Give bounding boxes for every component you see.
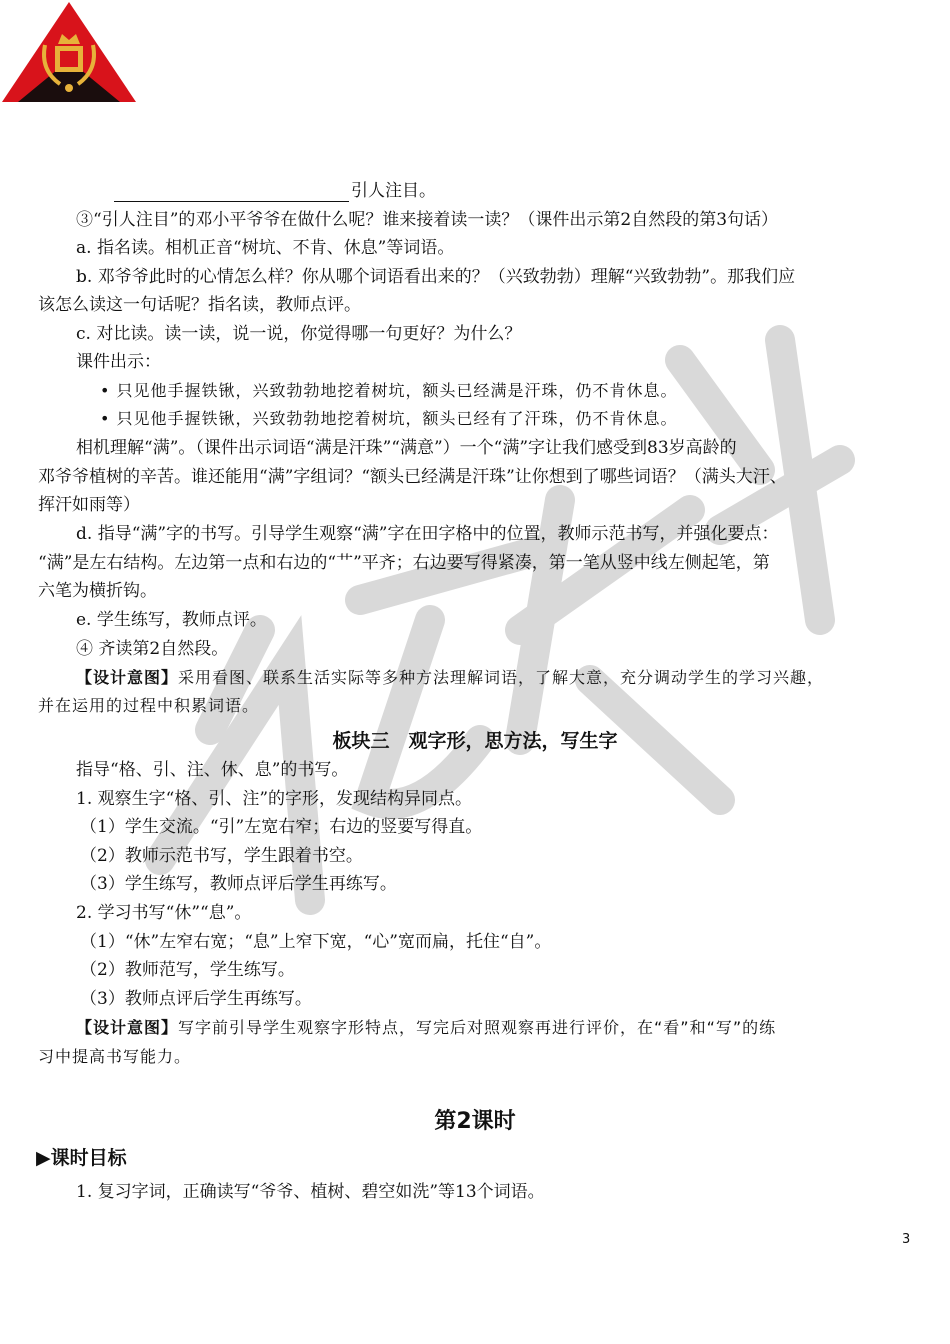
text-line: 挥汗如雨等）: [38, 495, 140, 515]
text-line: 1. 观察生字“格、引、注”的字形，发现结构异同点。: [76, 789, 473, 809]
lesson-heading: 第2课时: [434, 1109, 516, 1134]
text-line: （3）教师点评后学生再练写。: [80, 989, 312, 1009]
text-line: （3）学生练写，教师点评后学生再练写。: [80, 874, 397, 894]
text-line: （1）学生交流。“引”左宽右窄；右边的竖要写得直。: [80, 817, 483, 837]
text-line: b. 邓爷爷此时的心情怎么样？你从哪个词语看出来的？（兴致勃勃）理解“兴致勃勃”。那我们应: [76, 267, 796, 287]
design-intent-label: 【设计意图】: [76, 668, 179, 687]
text-line: e. 学生练写，教师点评。: [76, 610, 267, 630]
goal-heading: ▶课时目标: [36, 1147, 127, 1169]
text-line: 课件出示：: [76, 352, 161, 372]
text-line: （2）教师范写，学生练写。: [80, 960, 295, 980]
text-line: 引人注目。: [114, 180, 436, 202]
bullet-item: • 只见他手握铁锹，兴致勃勃地挖着树坑，额头已经有了汗珠，仍不肯休息。: [100, 409, 678, 428]
page-number: 3: [902, 1232, 911, 1247]
text-line: 邓爷爷植树的辛苦。谁还能用“满”字组词？“额头已经满是汗珠”让你想到了哪些词语？（满头大汗、: [38, 467, 787, 487]
text-line: c. 对比读。读一读，说一说，你觉得哪一句更好？为什么？: [76, 324, 522, 344]
text-line: 相机理解“满”。（课件出示词语“满是汗珠”“满意”）一个“满”字让我们感受到83岁高龄的: [76, 438, 737, 458]
text-line: d. 指导“满”字的书写。引导学生观察“满”字在田字格中的位置，教师示范书写，并强化要点：: [76, 524, 779, 544]
text-line: （1）“休”左窄右宽；“息”上窄下宽，“心”宽而扁，托住“自”。: [80, 932, 552, 952]
text-line: 1. 复习字词，正确读写“爷爷、植树、碧空如洗”等13个词语。: [76, 1182, 545, 1202]
design-intent-label: 【设计意图】: [76, 1018, 179, 1037]
text-line: 指导“格、引、注、休、息”的书写。: [76, 760, 349, 780]
text-line: “满”是左右结构。左边第一点和右边的“艹”平齐；右边要写得紧凑，第一笔从竖中线左侧起笔，第: [38, 553, 770, 573]
design-intent-continued: 并在运用的过程中积累词语。: [38, 696, 260, 715]
text-line: ④ 齐读第2自然段。: [76, 639, 229, 659]
answer-blank: [114, 183, 349, 202]
publisher-logo: [0, 0, 138, 104]
text-line: 该怎么读这一句话呢？指名读，教师点评。: [38, 295, 361, 315]
text-line: ③“引人注目”的邓小平爷爷在做什么呢？谁来接着读一读？（课件出示第2自然段的第3句话）: [76, 210, 779, 230]
text-line: （2）教师示范书写，学生跟着书空。: [80, 846, 363, 866]
design-intent: 【设计意图】写字前引导学生观察字形特点，写完后对照观察再进行评价，在“看”和“写”的练: [76, 1018, 777, 1037]
design-intent: 【设计意图】采用看图、联系生活实际等多种方法理解词语，了解大意，充分调动学生的学习兴趣，: [76, 668, 825, 687]
text-line: 2. 学习书写“休”“息”。: [76, 903, 252, 923]
design-intent-continued: 习中提高书写能力。: [38, 1047, 192, 1066]
text-line: 六笔为横折钩。: [38, 581, 157, 601]
bullet-item: • 只见他手握铁锹，兴致勃勃地挖着树坑，额头已经满是汗珠，仍不肯休息。: [100, 381, 678, 400]
section-heading: 板块三 观字形，思方法，写生字: [332, 730, 618, 752]
text-line: a. 指名读。相机正音“树坑、不肯、休息”等词语。: [76, 238, 455, 258]
